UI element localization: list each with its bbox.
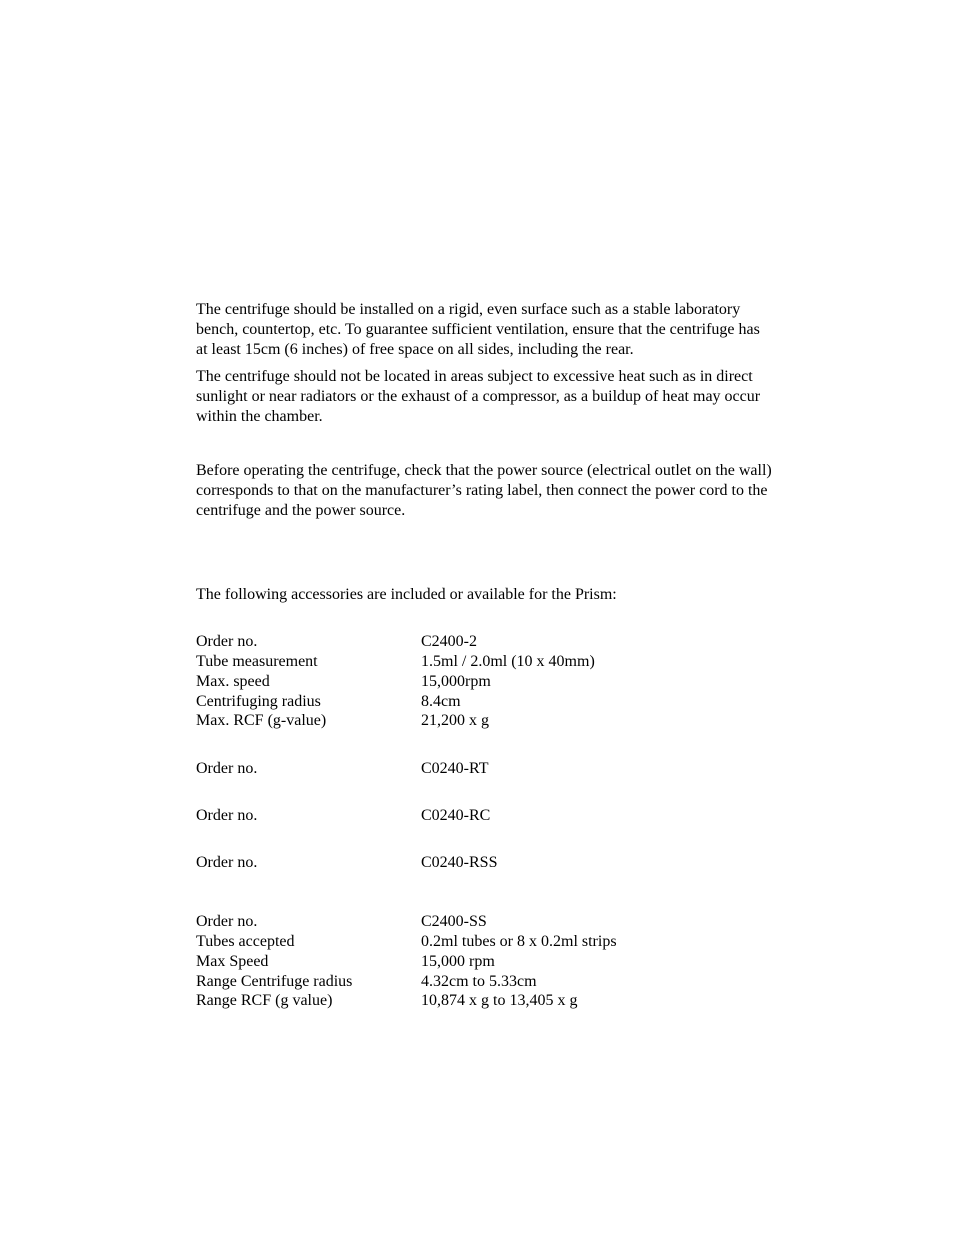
spec-value: 0.2ml tubes or 8 x 0.2ml strips: [421, 933, 617, 950]
installation-paragraph-1: The centrifuge should be installed on a rigid, even surface such as a stable laboratory bench, countertop, etc. To guarantee sufficient ventilation, ensure that the centrifuge has at least 15cm (6 inches) of free space on all sides, including the rear.: [196, 301, 760, 358]
spec-label: Tube measurement: [196, 653, 318, 670]
spec-value: 1.5ml / 2.0ml (10 x 40mm): [421, 653, 595, 670]
spec-label: Order no.: [196, 854, 258, 871]
spec-label: Max Speed: [196, 953, 269, 970]
spec-label: Order no.: [196, 807, 258, 824]
spec-value: C2400-2: [421, 633, 477, 650]
accessories-intro: The following accessories are included or available for the Prism:: [196, 586, 617, 603]
spec-row: [196, 912, 836, 932]
spec-row: [196, 952, 836, 972]
spec-label: Max. RCF (g-value): [196, 712, 327, 729]
spec-label: Centrifuging radius: [196, 693, 321, 710]
spec-label: Tubes accepted: [196, 933, 295, 950]
spec-value: 4.32cm to 5.33cm: [421, 973, 537, 990]
spec-row: [196, 632, 836, 652]
spec-row: [196, 711, 836, 731]
lid-rt-row: [196, 759, 836, 779]
spec-value: 15,000rpm: [421, 673, 491, 690]
spec-value: C0240-RT: [421, 760, 489, 777]
spec-label: Max. speed: [196, 673, 270, 690]
spec-row: [196, 991, 836, 1011]
spec-label: Range RCF (g value): [196, 992, 333, 1009]
spec-label: Order no.: [196, 633, 258, 650]
spec-row: [196, 972, 836, 992]
power-paragraph: Before operating the centrifuge, check that the power source (electrical outlet on the wall) corresponds to that on the manufacturer’s rating label, then connect the power cord to the centrifuge and the power source.: [196, 462, 772, 519]
spec-row: [196, 672, 836, 692]
spec-label: Order no.: [196, 913, 258, 930]
lid-rss-row: [196, 853, 836, 873]
spec-label: Range Centrifuge radius: [196, 973, 353, 990]
spec-row: [196, 692, 836, 712]
spec-row: [196, 932, 836, 952]
lid-rc-row: [196, 806, 836, 826]
spec-value: 10,874 x g to 13,405 x g: [421, 992, 578, 1009]
spec-value: C0240-RC: [421, 807, 491, 824]
spec-row: [196, 652, 836, 672]
spec-value: C2400-SS: [421, 913, 487, 930]
spec-value: 21,200 x g: [421, 712, 489, 729]
spec-value: 15,000 rpm: [421, 953, 495, 970]
spec-value: 8.4cm: [421, 693, 461, 710]
spec-value: C0240-RSS: [421, 854, 498, 871]
spec-label: Order no.: [196, 760, 258, 777]
installation-paragraph-2: The centrifuge should not be located in areas subject to excessive heat such as in direct sunlight or near radiators or the exhaust of a compressor, as a buildup of heat may occur within the chamber.: [196, 368, 761, 425]
